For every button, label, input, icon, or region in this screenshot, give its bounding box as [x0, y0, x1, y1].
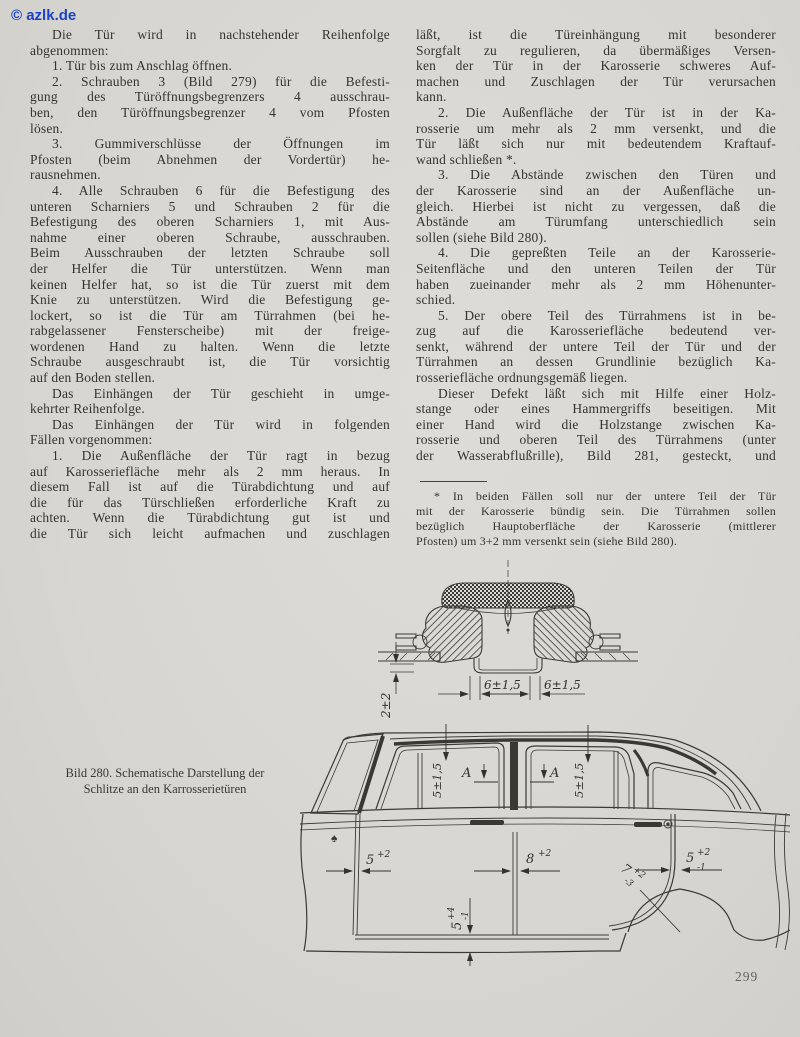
- text-line: lockert, so ist die Tür am Türrahmen (bei he-: [30, 307, 390, 323]
- svg-text:-1: -1: [461, 911, 471, 920]
- text-line: rosseriefläche ordnungsgemäß liegen.: [416, 370, 628, 386]
- text-line: Sorgfalt zu regulieren, da übermäßiges Versen-: [416, 42, 776, 58]
- svg-text:5: 5: [686, 851, 695, 866]
- paragraph: [416, 386, 776, 464]
- text-line: der Wasserabflußrille), Bild 281, gesteckt, und: [416, 448, 776, 464]
- rear-quarter-window: [648, 763, 741, 809]
- text-line: auf Karosseriefläche mehr als 2 mm heraus. In: [30, 463, 390, 479]
- text-line: schied.: [416, 292, 456, 308]
- text-line: auf den Boden stellen.: [30, 370, 156, 386]
- paragraph: [30, 74, 390, 136]
- car-side-view-drawing: [298, 720, 792, 970]
- text-line: machen und Zuschlagen der Tür verursachen: [416, 73, 776, 89]
- text-line: 3. Gummiverschlüsse der Öffnungen im: [52, 136, 390, 152]
- rear-fender-line: [774, 813, 789, 950]
- b-pillar: [510, 742, 518, 810]
- text-line: die Tür sich leicht aufmachen und zuschlagen: [30, 526, 390, 541]
- text-line: Pfosten (beim Abnehmen der Vordertür) he-: [30, 151, 390, 167]
- svg-text:+2: +2: [630, 865, 647, 882]
- paragraph: [416, 27, 776, 105]
- svg-text:7: 7: [617, 861, 634, 879]
- footnote-separator: [420, 481, 487, 482]
- text-line: rabgelassener Fensterscheibe) mit der freige-: [30, 323, 390, 339]
- text-line: senkt, während der untere Teil der Tür und der: [416, 338, 776, 354]
- text-line: der Karosserie sind an der Außenfläche un-: [416, 182, 776, 198]
- svg-text:5: 5: [450, 921, 465, 930]
- footnote-block: [416, 489, 776, 549]
- text-line: wand schließen *.: [416, 151, 517, 167]
- text-line: bezüglich Hauptoberfläche der Karosserie (mittlerer: [416, 519, 776, 533]
- clip: [396, 634, 416, 638]
- text-line: kann.: [416, 89, 447, 105]
- text-line: Türrahmen an dessen Grundlinie bezüglich Ka-: [416, 354, 776, 370]
- text-line: 3. Die Abstände zwischen den Türen und: [438, 167, 776, 183]
- page-number: 299: [735, 969, 759, 984]
- cross-section-drawing: [380, 556, 650, 734]
- text-line: 2. Schrauben 3 (Bild 279) für die Befesti-: [52, 73, 390, 89]
- text-line: abgenommen:: [30, 42, 109, 58]
- dim-window-rear: 5±1,5: [572, 762, 586, 798]
- paragraph: [30, 27, 390, 58]
- svg-text:-3: -3: [621, 876, 635, 890]
- svg-text:8: 8: [526, 852, 535, 867]
- paragraph: [416, 489, 776, 549]
- figure-caption-line1: Bild 280. Schematische Darstellung der: [65, 766, 265, 780]
- section-letter-left: A: [462, 766, 472, 781]
- text-line: Das Einhängen der Tür geschieht in umge-: [52, 385, 390, 401]
- text-line: diesem Fall ist auf die Türabdichtung und auf: [30, 479, 390, 495]
- text-line: 4. Die gepreßten Teile an der Karosserie-: [438, 245, 776, 261]
- text-line: der Helfer die Tür unterstützen. Wenn man: [30, 260, 390, 276]
- c-pillar: [634, 750, 648, 776]
- text-line: kehrter Reihenfolge.: [30, 401, 145, 417]
- dim-gap-door-door: [526, 849, 552, 867]
- text-line: rosserie um mehr als 2 mm versenkt, und die: [416, 120, 776, 136]
- dim-gap-door-rear-fender: [686, 848, 711, 873]
- text-line: ken der Tür in der Karosserie schweres Auf-: [416, 58, 776, 74]
- figure-caption-line2: Schlitze an den Karrosserietüren: [83, 781, 247, 796]
- front-body-edge: [301, 814, 307, 951]
- svg-text:+4: +4: [447, 906, 457, 920]
- front-door-gap: [353, 814, 360, 935]
- paragraph: [30, 183, 390, 386]
- seal-body: [423, 606, 482, 662]
- svg-text:+2: +2: [538, 849, 552, 859]
- beltline: [300, 807, 790, 815]
- paragraph: [416, 105, 776, 167]
- dim-label-gap-right: 6±1,5: [544, 678, 581, 692]
- text-line: haben zueinander mehr als 2 mm Höhenunter-: [416, 276, 776, 292]
- text-line: Schraube ausgeschraubt ist, die Tür vorsichtig: [30, 354, 390, 370]
- text-line: ben, den Türöffnungsbegrenzer 4 vom Pfosten: [30, 104, 390, 120]
- paragraph: [30, 136, 390, 183]
- text-line: Die Tür wird in nachstehender Reihenfolge: [52, 27, 390, 42]
- svg-text:5: 5: [366, 853, 375, 868]
- text-line: läßt, ist die Türeinhängung mit besonderer: [416, 27, 776, 42]
- site-watermark: © azlk.de: [11, 7, 77, 24]
- left-text-column: [30, 27, 390, 542]
- text-line: stange oder eines Hammergriffs beseitigen. Mit: [416, 401, 776, 417]
- text-line: rausnehmen.: [30, 167, 101, 183]
- wheel-arch: [628, 889, 734, 932]
- dim-label-vertical: 2±2: [379, 692, 393, 718]
- seal-top-cap: [442, 583, 574, 608]
- svg-text:-1: -1: [697, 863, 706, 873]
- text-line: Pfosten) um 3+2 mm versenkt sein (siehe Bild 280).: [416, 534, 678, 548]
- text-line: * In beiden Fällen soll nur der untere Teil der Tür: [434, 489, 776, 503]
- right-text-column: [416, 27, 776, 464]
- text-line: Tür läßt sich nur mit bedeutendem Kraftauf-: [416, 136, 776, 152]
- section-letter-right: A: [550, 766, 560, 781]
- paragraph: [30, 386, 390, 417]
- text-line: Fällen vorgenommen:: [30, 432, 153, 448]
- text-line: nahme einer oberen Schraube, ausschrauben.: [30, 229, 390, 245]
- text-line: sollen (siehe Bild 280).: [416, 229, 547, 245]
- paragraph: [416, 167, 776, 245]
- paragraph: [30, 448, 390, 542]
- text-line: Das Einhängen der Tür wird in folgenden: [52, 416, 390, 432]
- text-line: Abstände am Türumfang unterschiedlich sein: [416, 214, 776, 230]
- svg-text:+2: +2: [377, 850, 391, 860]
- rear-door-handle: [634, 822, 662, 827]
- text-line: 2. Die Außenfläche der Tür ist in der Ka-: [438, 104, 776, 120]
- fender-ornament: ♠: [331, 831, 338, 845]
- text-line: zug auf die Karosseriefläche bedeutend ver-: [416, 323, 776, 339]
- figure-caption: [40, 766, 290, 797]
- text-line: Beim Ausschrauben der letzten Schraube soll: [30, 245, 390, 261]
- text-line: achten. Wenn die Türabdichtung gut ist und: [30, 510, 390, 526]
- text-line: keinen Helfer hat, so ist die Tür zuerst mit dem: [30, 276, 390, 292]
- text-line: wordenen Hand zu halten. Wenn die letzte: [30, 338, 390, 354]
- text-line: Seitenfläche und den unteren Teilen der Tür: [416, 260, 776, 276]
- text-line: rosserie und oberen Teil des Türrahmens (unter: [416, 432, 776, 448]
- text-line: Knie zu unterstützen. Wird die Befestigung ge-: [30, 292, 390, 308]
- front-door-handle: [470, 820, 504, 825]
- dim-label-gap-left: 6±1,5: [484, 678, 521, 692]
- paragraph: [30, 417, 390, 448]
- center-door-gap: [513, 832, 517, 935]
- paragraph: [416, 308, 776, 386]
- svg-text:+2: +2: [697, 848, 711, 858]
- paragraph: [416, 245, 776, 307]
- dim-gap-door-sill: [447, 906, 471, 930]
- text-line: 1. Tür bis zum Anschlag öffnen.: [52, 58, 233, 74]
- text-line: 5. Der obere Teil des Türrahmens ist in be-: [438, 307, 776, 323]
- text-line: gleich. Hierbei ist nicht zu vergessen, daß die: [416, 198, 776, 214]
- a-pillar: [359, 736, 383, 813]
- dim-gap-fender-door: [366, 850, 391, 868]
- paragraph: [30, 58, 390, 74]
- clip: [396, 646, 416, 650]
- text-line: 4. Alle Schrauben 6 für die Befestigung des: [52, 182, 390, 198]
- text-line: unteren Scharniers 5 und Schrauben 2 für die: [30, 198, 390, 214]
- text-line: gung des Türöffnungsbegrenzers 4 ausschrau-: [30, 89, 390, 105]
- dim-gap-wheel-arch: [614, 859, 647, 892]
- rear-valance: [734, 930, 790, 940]
- sill-bottom: [306, 933, 626, 953]
- text-line: die für das Türschließen erforderliche Kraft zu: [30, 494, 390, 510]
- text-line: einer Hand wird die Holzstange zwischen Ka-: [416, 416, 776, 432]
- text-line: Dieser Defekt läßt sich mit Hilfe einer Holz-: [438, 385, 776, 401]
- text-line: lösen.: [30, 120, 64, 136]
- door-bottom-line: [355, 935, 609, 939]
- dim-window-front: 5±1,5: [430, 762, 444, 798]
- text-line: Befestigung des oberen Scharniers 1, mit Aus-: [30, 214, 390, 230]
- text-line: mit der Karosserie bündig sein. Die Türrahmen sollen: [416, 504, 776, 518]
- text-line: 1. Die Außenfläche der Tür ragt in bezug: [52, 448, 390, 464]
